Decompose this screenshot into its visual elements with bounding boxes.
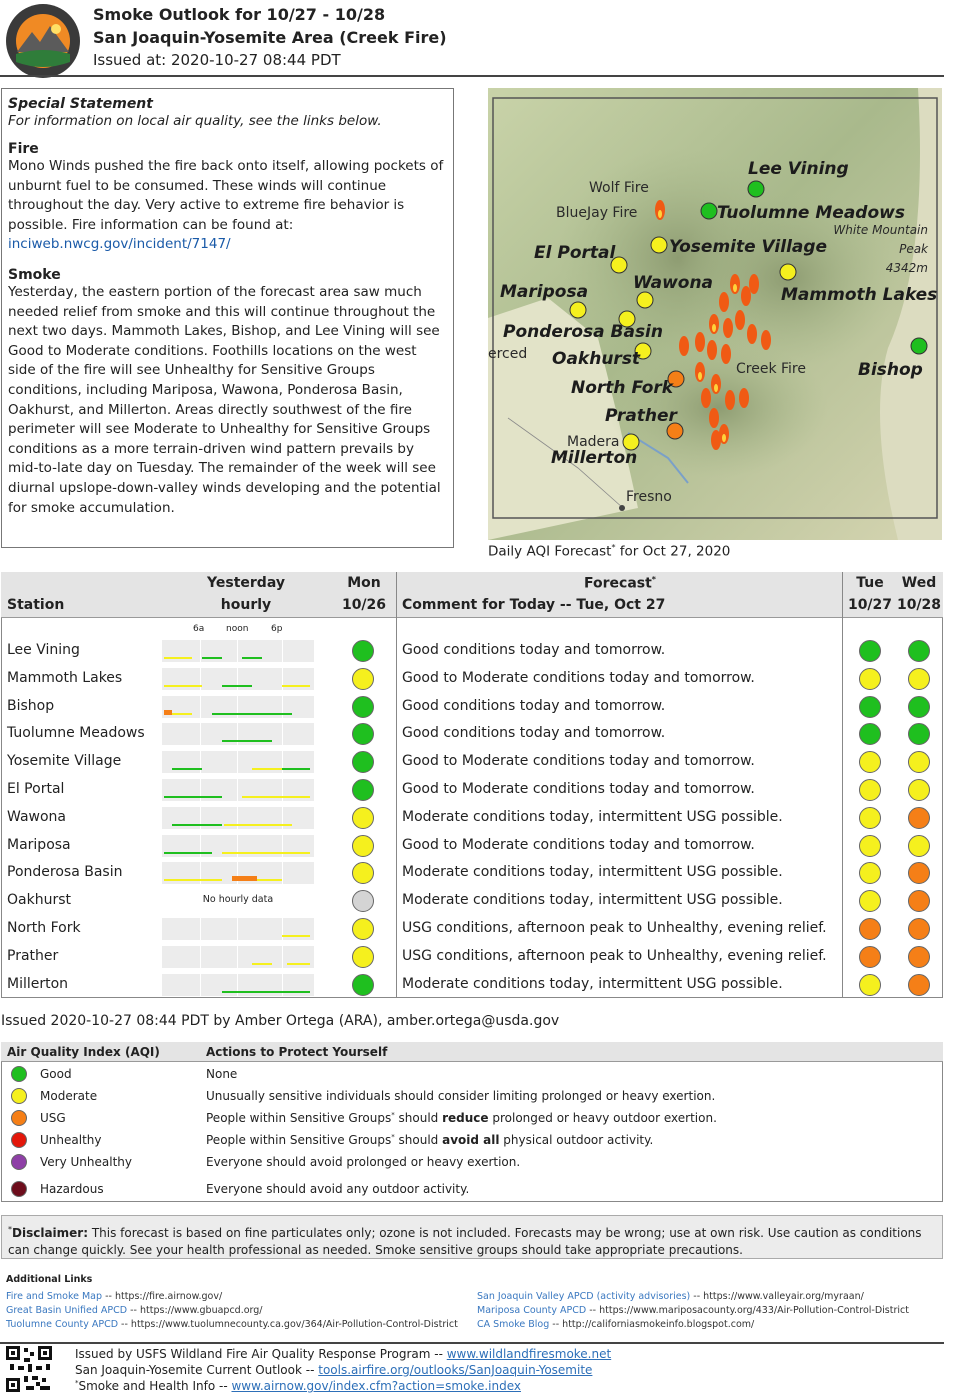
station-name: Prather (7, 947, 59, 964)
map-label-prather: Prather (605, 406, 677, 426)
map-label-bishop: Bishop (858, 360, 923, 380)
wed-aqi-dot (908, 640, 930, 662)
link-name[interactable]: Mariposa County APCD (477, 1305, 587, 1316)
hourly-sparkline (162, 668, 314, 690)
col-forecast: Forecast* (584, 575, 656, 592)
map-label-fresno: Fresno (626, 489, 672, 505)
link-url: -- https://www.gbuapcd.org/ (127, 1305, 263, 1316)
footer-outlook-line: San Joaquin-Yosemite Current Outlook -- tools.airfire.org/outlooks/SanJoaquin-Yosemite (75, 1363, 593, 1377)
hourly-sparkline (162, 807, 314, 829)
station-name: Tuolumne Meadows (7, 725, 145, 742)
wed-aqi-dot (908, 974, 930, 996)
tue-aqi-dot (859, 696, 881, 718)
sparkline-gridline (237, 946, 238, 968)
sparkline-gridline (282, 640, 283, 662)
col-tue-date: 10/27 (847, 597, 893, 613)
aqi-level: Moderate (40, 1089, 98, 1103)
sparkline-gridline (237, 640, 238, 662)
aqi-level: Very Unhealthy (40, 1155, 132, 1169)
col-mon-date: 10/26 (341, 597, 387, 613)
station-name: Wawona (7, 808, 66, 825)
forecast-comment: Moderate conditions today, intermittent USG possible. (402, 864, 783, 881)
tue-aqi-dot (859, 807, 881, 829)
mon-aqi-dot (352, 835, 374, 857)
aqi-forecast-map (488, 88, 942, 540)
issued-by: Issued 2020-10-27 08:44 PDT by Amber Ortega (ARA), amber.ortega@usda.gov (1, 1013, 560, 1029)
sparkline-segment (224, 824, 292, 826)
hourly-sparkline (162, 918, 314, 940)
aqi-color-dot (11, 1181, 27, 1197)
aqi-color-dot (11, 1088, 27, 1104)
smoke-heading: Smoke (8, 266, 61, 283)
additional-link[interactable] (477, 1291, 864, 1302)
hour-label-6a: 6a (193, 624, 205, 634)
link-name[interactable]: CA Smoke Blog (477, 1319, 550, 1330)
sparkline-segment (222, 991, 310, 993)
sparkline-segment (164, 852, 212, 854)
map-label-peak: Peak (899, 242, 928, 256)
sparkline-segment (282, 768, 310, 770)
footer-divider (0, 1342, 944, 1344)
col-hourly: hourly (220, 597, 272, 613)
mon-aqi-dot (352, 779, 374, 801)
wed-aqi-dot (908, 779, 930, 801)
sparkline-segment (252, 768, 282, 770)
sparkline-segment (222, 740, 272, 742)
mon-aqi-dot (352, 807, 374, 829)
link-name[interactable]: Fire and Smoke Map (6, 1291, 103, 1302)
sparkline-segment (242, 657, 262, 659)
additional-link[interactable] (477, 1305, 909, 1316)
additional-link[interactable] (477, 1319, 754, 1330)
hourly-sparkline (162, 779, 314, 801)
map-label-north-fork: North Fork (571, 378, 674, 398)
fire-heading: Fire (8, 141, 39, 157)
hourly-sparkline (162, 723, 314, 745)
link-url: -- https://www.valleyair.org/myraan/ (690, 1291, 864, 1302)
aqi-color-dot (11, 1132, 27, 1148)
map-label-white-mountain: White Mountain (833, 223, 928, 237)
col-mon: Mon (347, 575, 381, 591)
sparkline-segment (242, 796, 310, 798)
aqi-action: People within Sensitive Groups* should avoid all physical outdoor activity. (206, 1133, 654, 1147)
sparkline-gridline (282, 862, 283, 884)
sparkline-segment (164, 879, 222, 881)
mon-aqi-dot (352, 668, 374, 690)
station-name: Mammoth Lakes (7, 669, 123, 686)
map-label-mammoth: Mammoth Lakes (781, 285, 938, 305)
forecast-comment: Moderate conditions today, intermittent USG possible. (402, 808, 783, 825)
sparkline-gridline (200, 696, 201, 718)
sparkline-segment (212, 713, 292, 715)
smoke-text: Yesterday, the eastern portion of the forecast area saw much needed relief from smoke and this will continue throughout the next two days. Mammoth Lakes, Bishop, and Lee Vining will see Good to Moderate conditions. Foothills locations on the west side of the fire will see Unhealthy for Sensitive Groups conditions, including Mariposa, Wawona, Ponderosa Basin, Oakhurst, and Millerton. Areas directly southwest of the fire perimeter will see Moderate to Unhealthy for Sensitive Groups conditions as a more terrain-driven wind pattern prevails by mid-to-late day on Tuesday. The remainder of the week will see diurnal upslope-down-valley winds developing and the potential for smoke accumulation. (8, 283, 441, 516)
map-label-bluejay-fire: BlueJay Fire (556, 205, 638, 221)
col-tue: Tue (856, 575, 884, 591)
no-hourly-data: No hourly data (202, 894, 274, 906)
sparkline-segment (252, 963, 272, 965)
footer-health-line: *Smoke and Health Info -- www.airnow.gov/index.cfm?action=smoke.index (75, 1379, 521, 1393)
table-column-divider (842, 572, 843, 998)
link-url: -- http://californiasmokeinfo.blogspot.com/ (549, 1319, 755, 1330)
wed-aqi-dot (908, 696, 930, 718)
station-name: Ponderosa Basin (7, 864, 123, 881)
col-wed: Wed (901, 575, 937, 591)
wed-aqi-dot (908, 807, 930, 829)
station-name: Millerton (7, 975, 69, 992)
sparkline-segment (202, 657, 222, 659)
disclaimer: *Disclaimer: This forecast is based on fine particulates only; ozone is not included. Forecasts may be wrong; use at own risk. Use caution as conditions can change quickly. See your health professional as needed. Smoke sensitive groups should take appropriate precautions. (1, 1215, 943, 1259)
qr-code-icon (6, 1346, 52, 1392)
station-name: Yosemite Village (7, 753, 122, 770)
wed-aqi-dot (908, 668, 930, 690)
tue-aqi-dot (859, 779, 881, 801)
aqi-color-dot (11, 1066, 27, 1082)
sparkline-gridline (237, 918, 238, 940)
col-station: Station (7, 597, 65, 613)
map-label-wawona: Wawona (633, 273, 714, 293)
sparkline-segment (172, 713, 192, 715)
program-logo-icon (4, 2, 82, 80)
sparkline-gridline (200, 974, 201, 996)
map-label-el-portal: El Portal (534, 243, 616, 263)
additional-link[interactable] (6, 1291, 222, 1302)
link-name[interactable]: Great Basin Unified APCD (6, 1305, 128, 1316)
mon-aqi-dot (352, 974, 374, 996)
sparkline-gridline (200, 723, 201, 745)
outlook-title: Smoke Outlook for 10/27 - 10/28 (93, 5, 386, 24)
col-yesterday: Yesterday (207, 575, 285, 591)
col-wed-date: 10/28 (896, 597, 942, 613)
sparkline-segment (282, 685, 310, 687)
link-name[interactable]: Tuolumne County APCD (6, 1319, 119, 1330)
special-statement (1, 88, 454, 548)
sparkline-gridline (200, 918, 201, 940)
statement-subheading: For information on local air quality, see the links below. (8, 113, 382, 129)
map-label-millerton: Millerton (551, 448, 638, 468)
wed-aqi-dot (908, 918, 930, 940)
aqi-level: Unhealthy (40, 1133, 102, 1147)
map-label-lee-vining: Lee Vining (748, 159, 849, 179)
sparkline-segment (287, 963, 310, 965)
additional-link[interactable] (6, 1319, 458, 1330)
map-label-elevation: 4342m (885, 261, 928, 275)
mon-aqi-dot (352, 640, 374, 662)
aqi-color-dot (11, 1110, 27, 1126)
current-outlook-link[interactable]: tools.airfire.org/outlooks/SanJoaquin-Yosemite (318, 1363, 593, 1377)
mon-aqi-dot (352, 918, 374, 940)
additional-links-title: Additional Links (6, 1274, 93, 1285)
forecast-comment: Good to Moderate conditions today and tomorrow. (402, 781, 755, 797)
map-label-oakhurst: Oakhurst (552, 349, 641, 369)
aqi-action: Everyone should avoid prolonged or heavy exertion. (206, 1155, 521, 1169)
sparkline-gridline (200, 946, 201, 968)
aqi-action: People within Sensitive Groups* should reduce prolonged or heavy outdoor exertion. (206, 1111, 717, 1125)
tue-aqi-dot (859, 668, 881, 690)
sparkline-gridline (282, 946, 283, 968)
aqi-head-index: Air Quality Index (AQI) (7, 1045, 160, 1059)
tue-aqi-dot (859, 974, 881, 996)
tue-aqi-dot (859, 918, 881, 940)
inciweb-link[interactable]: inciweb.nwcg.gov/incident/7147/ (8, 236, 231, 253)
forecast-comment: Good to Moderate conditions today and tomorrow. (402, 669, 755, 686)
aqi-action: None (206, 1067, 238, 1081)
statement-heading: Special Statement (8, 96, 153, 112)
wed-aqi-dot (908, 946, 930, 968)
link-url: -- https://www.mariposacounty.org/433/Air-Pollution-Control-District (586, 1305, 909, 1316)
aqi-level: Hazardous (40, 1182, 104, 1196)
forecast-comment: Good to Moderate conditions today and tomorrow. (402, 753, 755, 770)
station-name: El Portal (7, 781, 65, 797)
map-label-creek-fire: Creek Fire (736, 361, 806, 377)
station-name: Oakhurst (7, 892, 71, 909)
map-label-madera: Madera (567, 434, 620, 450)
hourly-sparkline (162, 751, 314, 773)
mon-aqi-dot (352, 946, 374, 968)
tue-aqi-dot (859, 946, 881, 968)
map-caption: Daily AQI Forecast* for Oct 27, 2020 (488, 543, 731, 560)
smoke-health-link[interactable]: www.airnow.gov/index.cfm?action=smoke.index (231, 1379, 521, 1393)
sparkline-segment (164, 685, 202, 687)
sparkline-gridline (237, 779, 238, 801)
sparkline-segment (282, 935, 310, 937)
hourly-sparkline (162, 835, 314, 857)
mon-aqi-dot (352, 696, 374, 718)
hourly-sparkline (162, 862, 314, 884)
aqi-color-dot (11, 1154, 27, 1170)
map-label-merced: erced (488, 346, 528, 362)
sparkline-gridline (200, 640, 201, 662)
hour-label-noon: noon (226, 624, 249, 634)
sparkline-segment (222, 685, 252, 687)
station-name: Lee Vining (7, 642, 80, 658)
additional-link[interactable] (6, 1305, 263, 1316)
tue-aqi-dot (859, 835, 881, 857)
forecast-comment: Good conditions today and tomorrow. (402, 697, 666, 714)
sparkline-gridline (282, 723, 283, 745)
forecast-comment: Good to Moderate conditions today and tomorrow. (402, 836, 755, 853)
hourly-sparkline (162, 974, 314, 996)
link-url: -- https://fire.airnow.gov/ (102, 1291, 223, 1302)
sparkline-segment (164, 796, 222, 798)
forecast-comment: USG conditions, afternoon peak to Unhealthy, evening relief. (402, 947, 827, 964)
hourly-sparkline (162, 890, 314, 912)
tue-aqi-dot (859, 640, 881, 662)
sparkline-segment (172, 768, 202, 770)
forecast-comment: USG conditions, afternoon peak to Unhealthy, evening relief. (402, 920, 827, 936)
sparkline-segment (172, 824, 222, 826)
station-name: North Fork (7, 920, 81, 936)
wed-aqi-dot (908, 835, 930, 857)
link-url: -- https://www.tuolumnecounty.ca.gov/364/Air-Pollution-Control-District (118, 1319, 458, 1330)
forecast-comment: Moderate conditions today, intermittent USG possible. (402, 975, 783, 992)
map-label-wolf-fire: Wolf Fire (589, 180, 649, 196)
fire-text: Mono Winds pushed the fire back onto itself, allowing pockets of unburnt fuel to be consumed. These winds will continue throughout the day. Very active to extreme fire behavior is possible. Fire information can be found at: inciweb.nwcg.gov/incident/7147/ (8, 158, 444, 253)
sparkline-segment (232, 876, 257, 881)
map-label-yosemite: Yosemite Village (669, 237, 828, 257)
station-name: Mariposa (7, 836, 71, 853)
aqi-head-actions: Actions to Protect Yourself (206, 1045, 388, 1059)
sparkline-segment (164, 657, 192, 659)
hourly-sparkline (162, 946, 314, 968)
table-column-divider (396, 572, 397, 998)
sparkline-segment (164, 710, 172, 715)
issued-time: Issued at: 2020-10-27 08:44 PDT (93, 51, 341, 69)
wildlandfiresmoke-link[interactable]: www.wildlandfiresmoke.net (446, 1347, 612, 1361)
area-title: San Joaquin-Yosemite Area (Creek Fire) (93, 28, 447, 47)
station-name: Bishop (7, 697, 55, 714)
hour-label-6p: 6p (271, 624, 283, 634)
link-name[interactable]: San Joaquin Valley APCD (activity advisories) (477, 1291, 691, 1302)
forecast-comment: Good conditions today and tomorrow. (402, 725, 666, 742)
aqi-level: USG (40, 1111, 66, 1125)
hourly-sparkline (162, 640, 314, 662)
sparkline-segment (222, 852, 310, 854)
map-label-tuolumne: Tuolumne Meadows (717, 203, 905, 223)
hourly-sparkline (162, 696, 314, 718)
col-comment: Comment for Today -- Tue, Oct 27 (402, 597, 666, 613)
footer-program-line: Issued by USFS Wildland Fire Air Quality Response Program -- www.wildlandfiresmoke.net (75, 1347, 612, 1361)
aqi-level: Good (40, 1067, 72, 1081)
forecast-comment: Good conditions today and tomorrow. (402, 642, 666, 658)
forecast-comment: Moderate conditions today, intermittent USG possible. (402, 892, 783, 909)
map-label-mariposa: Mariposa (500, 282, 589, 302)
sparkline-gridline (237, 751, 238, 773)
header-divider (0, 75, 944, 77)
aqi-action: Everyone should avoid any outdoor activity. (206, 1182, 470, 1196)
map-label-ponderosa: Ponderosa Basin (503, 322, 663, 342)
aqi-action: Unusually sensitive individuals should consider limiting prolonged or heavy exertion. (206, 1089, 716, 1103)
